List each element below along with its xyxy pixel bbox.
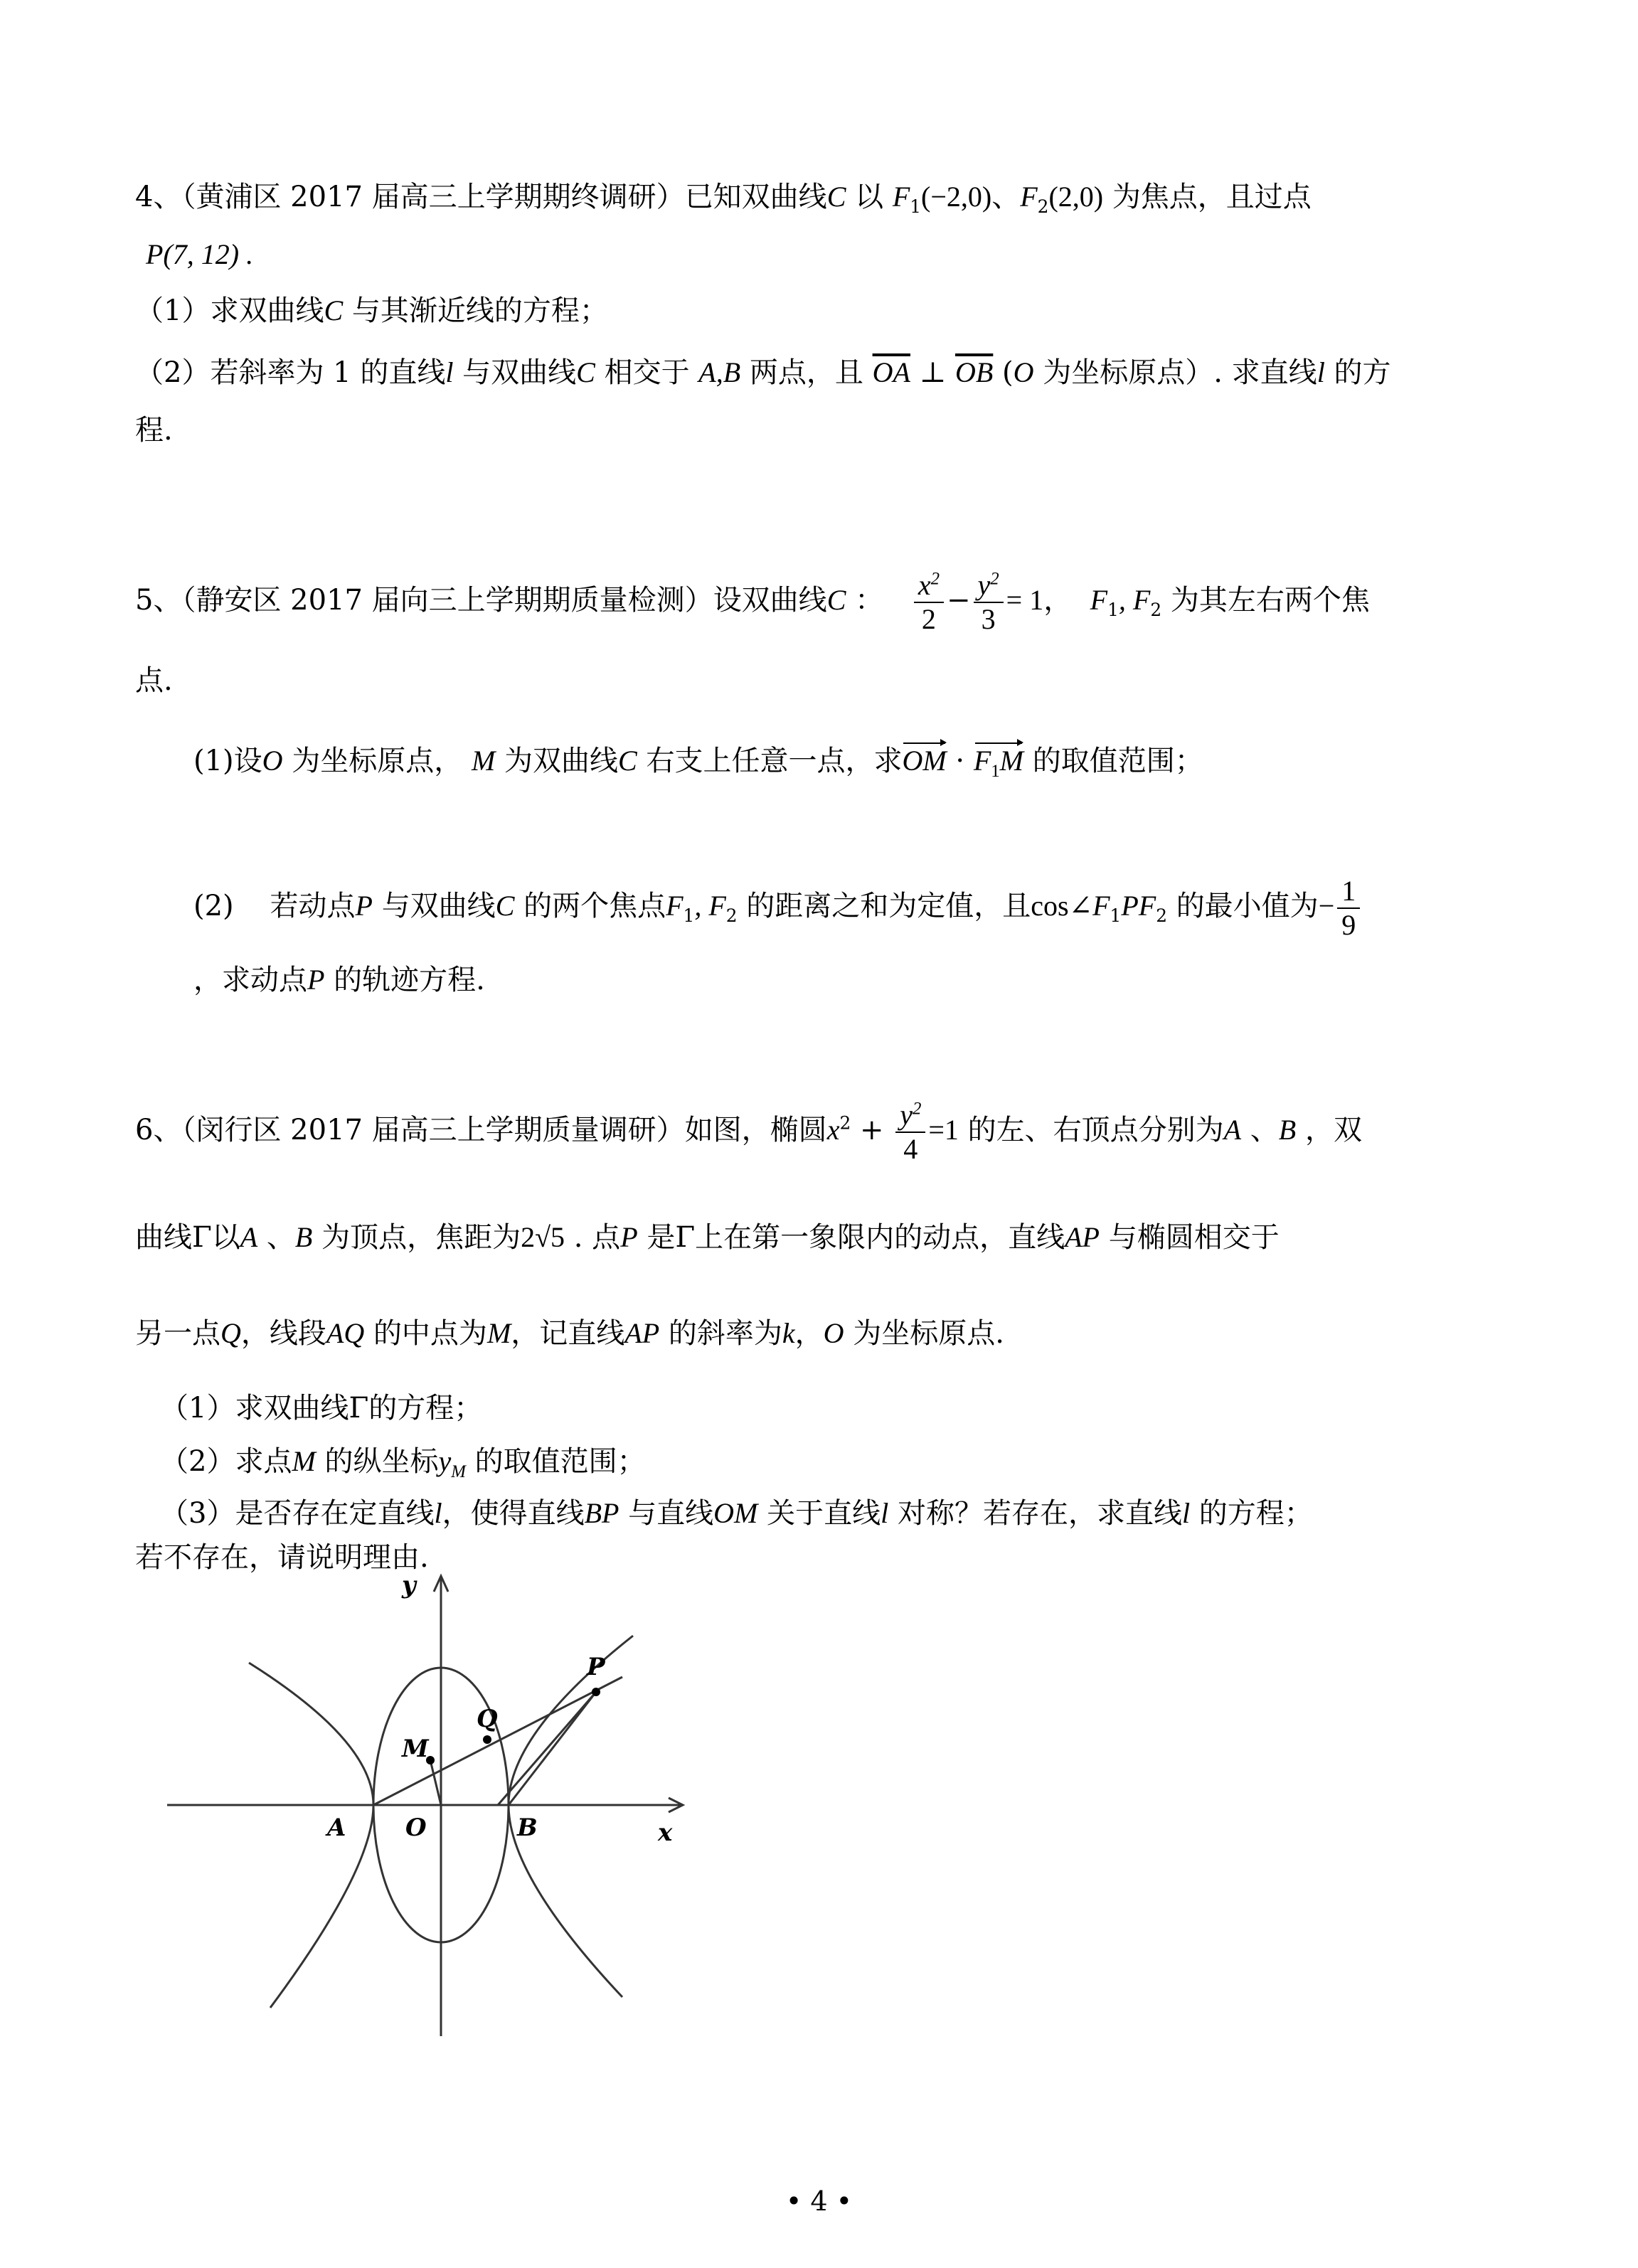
label-b: B: [517, 1814, 538, 1842]
label-p: P: [587, 1653, 605, 1681]
q4-part1: （1）求双曲线C 与其渐近线的方程；: [135, 294, 608, 327]
q6-part3: （3）是否存在定直线l，使得直线BP 与直线OM 关于直线l 对称？若存在，求直线l 的方程；: [160, 1497, 1313, 1530]
label-x: x: [658, 1819, 673, 1847]
label-y: y: [402, 1571, 416, 1599]
hyperbola-left-branch: [249, 1663, 373, 2008]
label-a: A: [327, 1814, 346, 1842]
q5-line1-tail: 点.: [135, 664, 173, 697]
q6-line3: 另一点Q，线段AQ 的中点为M，记直线AP 的斜率为k，O 为坐标原点.: [135, 1317, 1004, 1350]
segment-om: [430, 1760, 441, 1805]
point-q: [483, 1735, 491, 1744]
q5-part1: (1)设O 为坐标原点， M 为双曲线C 右支上任意一点，求OM · $F_1M$ 的取值范围；: [193, 745, 1203, 781]
line-bp-inner: [498, 1692, 596, 1805]
page-number: • 4 •: [785, 2186, 853, 2217]
q4-point-p: P(7, 12) .: [146, 238, 254, 270]
q5-part2: (2) 若动点P 与双曲线C 的两个焦点$F_1$, $F_2$ 的距离之和为定值，且$\cos\angle F_1PF_2$ 的最小值为− $\frac{1}{9}$: [193, 875, 1363, 942]
q5-part2-tail: ，求动点P 的轨迹方程.: [193, 964, 485, 996]
ellipse-hyperbola-figure: [167, 1570, 693, 2040]
q6-line1: 6、（闵行区 2017 届高三上学期质量调研）如图，椭圆$x^2$ + $\frac{y^2}{4}$ =1 的左、右顶点分别为A 、B ，双: [135, 1099, 1362, 1165]
q4-part2: （2）若斜率为 1 的直线l 与双曲线C 相交于 A,B 两点，且 $\overline{OA}$ ⊥ $\overline{OB}$ (O 为坐标原点）. 求直线l 的方: [135, 356, 1391, 389]
q6-part3-tail: 若不存在，请说明理由.: [135, 1541, 429, 1574]
q4-part2-tail: 程.: [135, 414, 173, 447]
line-bp: [509, 1692, 596, 1805]
label-m: M: [402, 1735, 429, 1763]
label-q: Q: [477, 1705, 498, 1733]
q6-line2: 曲线Γ以A 、B 为顶点，焦距为2√5 . 点P 是Γ上在第一象限内的动点，直线AP 与椭圆相交于: [135, 1221, 1280, 1254]
point-p: [592, 1688, 600, 1696]
q6-part1: （1）求双曲线Γ的方程；: [160, 1392, 483, 1425]
q6-part2: （2）求点M 的纵坐标$y_M$ 的取值范围；: [160, 1445, 646, 1481]
label-o: O: [405, 1814, 427, 1842]
q5-line1: 5、（静安区 2017 届向三上学期期质量检测）设双曲线C ： $\frac{x^2}{2}$ − $\frac{y^2}{3}$ = 1， $F_1$, $F_2$ 为其左右两个焦: [135, 569, 1370, 635]
q4-line1: 4、（黄浦区 2017 届高三上学期期终调研）已知双曲线C 以 $F_1(-2,0)$、$F_2(2,0)$ 为焦点，且过点: [135, 181, 1312, 217]
